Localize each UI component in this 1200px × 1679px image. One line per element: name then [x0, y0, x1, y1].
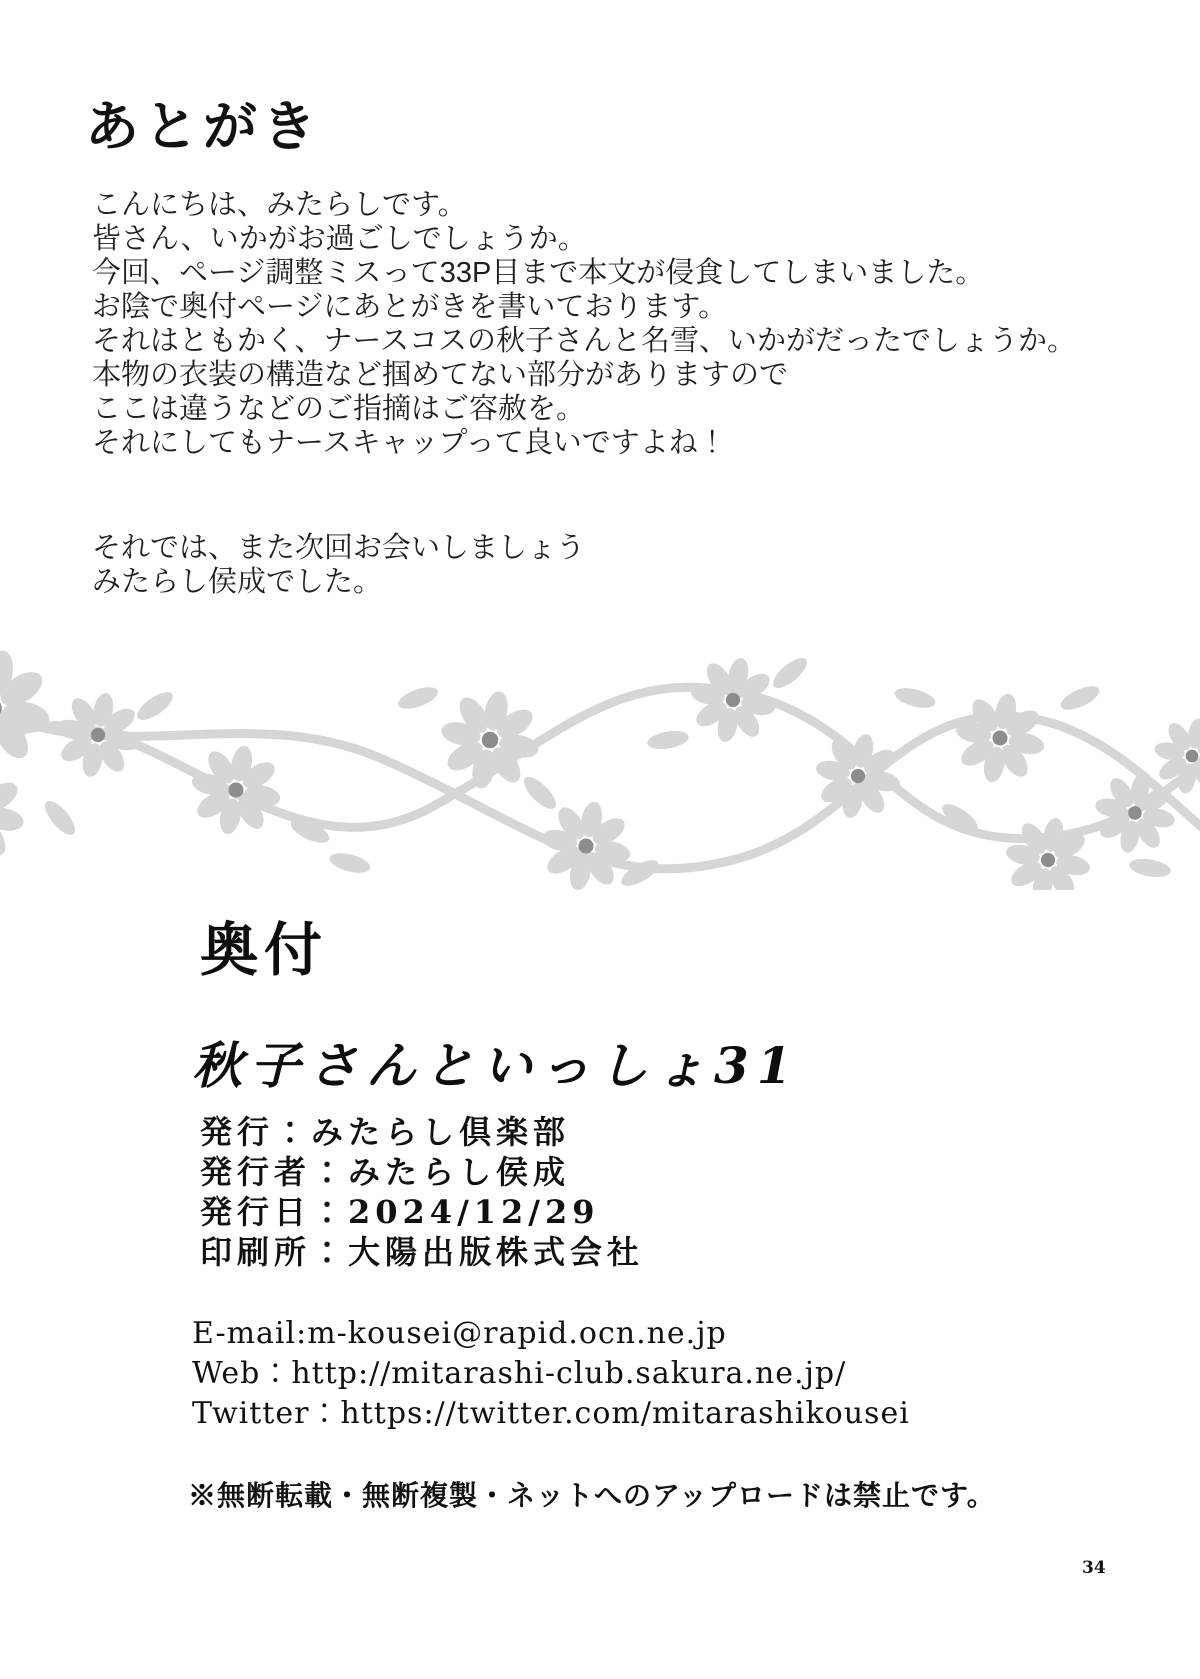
leaf-icon: [1128, 856, 1172, 880]
closing-line: それでは、また次回お会いしましょう: [92, 532, 586, 564]
flower-icon: [0, 648, 52, 768]
leaf-icon: [133, 687, 177, 725]
email-line: E-mail:m-kousei@rapid.ocn.ne.jp: [192, 1316, 727, 1351]
colophon-heading: 奥付: [200, 916, 329, 984]
contact-info: [192, 1314, 910, 1434]
afterword-line: それにしてもナースキャップって良いですよね！: [92, 427, 727, 459]
flower-icon: [54, 691, 142, 779]
leaf-icon: [40, 796, 80, 839]
flower-icon: [954, 692, 1046, 784]
book-title: 秋子さんといっしょ31: [192, 1036, 800, 1095]
afterword-body: [92, 188, 1076, 460]
page-number: 34: [1082, 1558, 1106, 1578]
twitter-line: Twitter：https://twitter.com/mitarashikousei: [192, 1396, 910, 1431]
afterword-line: 皆さん、いかがお過ごしでしょうか。: [92, 223, 587, 255]
leaf-icon: [768, 653, 811, 693]
leaf-icon: [893, 684, 938, 711]
website-line: Web：http://mitarashi-club.sakura.ne.jp/: [192, 1356, 847, 1391]
closing-line: みたらし侯成でした。: [92, 566, 383, 598]
afterword-line: こんにちは、みたらしです。: [92, 189, 467, 221]
flower-icon: [439, 689, 540, 790]
afterword-line: 今回、ページ調整ミスって33P目まで本文が侵食してしまいました。: [92, 257, 985, 289]
leaf-icon: [1057, 681, 1102, 714]
flower-icon: [0, 762, 26, 863]
afterword-title: あとがき: [85, 95, 321, 158]
flower-icon: [1094, 772, 1177, 855]
afterword-closing: [92, 531, 585, 599]
publish-date-line: 発行日：2024/12/29: [200, 1193, 600, 1231]
author-line: 発行者：みたらし侯成: [200, 1153, 571, 1191]
publication-info: [200, 1112, 644, 1272]
leaf-icon: [519, 772, 561, 814]
flower-icon: [1004, 816, 1092, 890]
flower-icon: [689, 656, 777, 744]
printer-line: 印刷所：大陽出版株式会社: [200, 1233, 645, 1271]
leaf-icon: [395, 683, 440, 713]
afterword-line: 本物の衣装の構造など掴めてない部分がありますので: [92, 359, 789, 391]
afterword-line: ここは違うなどのご指摘はご容赦を。: [92, 393, 586, 425]
copyright-notice: ※無断転載・無断複製・ネットへのアップロードは禁止です。: [188, 1479, 996, 1512]
flower-icon: [190, 744, 282, 836]
afterword-line: それはともかく、ナースコスの秋子さんと名雪、いかがだったでしょうか。: [92, 325, 1076, 357]
flower-vine-decoration: [0, 638, 1200, 890]
leaf-icon: [328, 849, 373, 876]
afterword-line: お陰で奥付ページにあとがきを書いております。: [92, 291, 728, 323]
leaf-icon: [646, 728, 690, 752]
publisher-line: 発行：みたらし倶楽部: [200, 1113, 571, 1151]
flower-icon: [540, 800, 632, 890]
